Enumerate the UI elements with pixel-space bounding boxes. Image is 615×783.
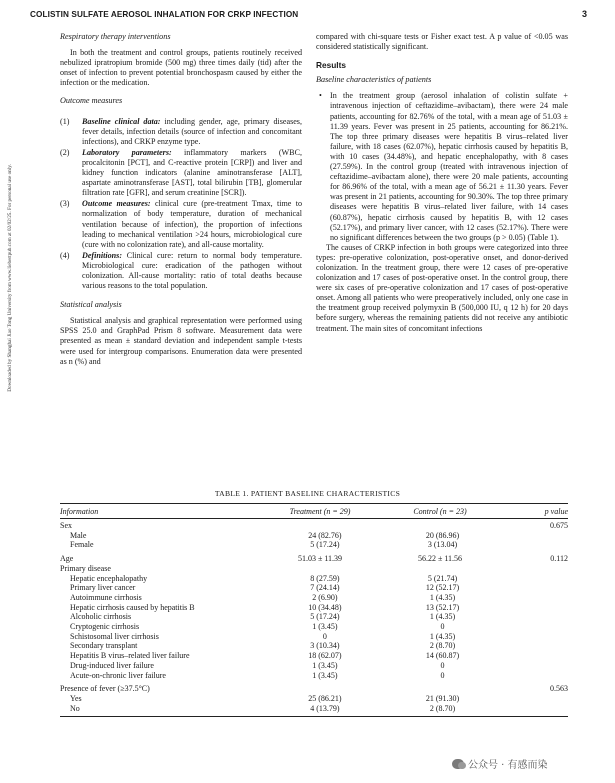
cell-treatment: 2 (6.90) — [312, 592, 338, 602]
table-row — [60, 583, 568, 593]
cell-treatment: 1 (3.45) — [312, 670, 338, 680]
bullet-icon: • — [319, 91, 322, 101]
cell-treatment: 1 (3.45) — [312, 622, 338, 632]
cell-control: 12 (52.17) — [425, 583, 460, 593]
cell-control: 20 (86.96) — [425, 530, 460, 540]
bullet-item — [316, 91, 568, 242]
cell-treatment: 25 (86.21) — [308, 693, 342, 703]
cell-treatment: 8 (27.59) — [310, 573, 340, 583]
results-heading: Results — [316, 60, 346, 71]
cell-control — [380, 521, 500, 531]
cell-control: 1 (4.35) — [429, 592, 456, 602]
cell-label: Schistosomal liver cirrhosis — [70, 631, 159, 641]
table-caption: TABLE 1. PATIENT BASELINE CHARACTERISTICS — [214, 489, 401, 498]
cell-control: 1 (4.35) — [429, 631, 456, 641]
cell-control: 5 (21.74) — [427, 573, 458, 583]
baseline-bullets — [316, 91, 568, 242]
table-header-row — [60, 504, 568, 518]
cell-label: Secondary transplant — [70, 641, 138, 651]
page-number: 3 — [582, 9, 588, 19]
continued-paragraph: compared with chi-square tests or Fisher exact test. A p value of <0.05 was considered statistically significant. — [316, 32, 568, 52]
cell-control: 1 (4.35) — [429, 612, 456, 622]
right-column — [316, 32, 568, 334]
cell-treatment: 3 (10.34) — [310, 641, 340, 651]
table-row — [60, 661, 568, 671]
header-p-value: p value — [544, 506, 568, 516]
measure-item — [60, 251, 302, 291]
cell-p-value — [501, 671, 568, 681]
table-row — [60, 641, 568, 651]
measure-number: (2) — [60, 147, 70, 157]
table-bottom-rule — [60, 716, 568, 717]
cell-control: 0 — [440, 670, 445, 680]
wechat-icon — [452, 759, 464, 769]
measure-text: clinical cure (pre-treatment Tmax, time to normalization of body temperature, duration of mechanical ventilation because of infection), the proportion of infections leading to mechanical ventilation >24 hours, microbiological cure (cure with no colonization rate), and all-cause mortality. — [82, 199, 302, 249]
measure-item — [60, 148, 302, 198]
cell-label: Acute-on-chronic liver failure — [70, 670, 166, 680]
baseline-table — [60, 503, 568, 717]
cell-label: Hepatic encephalopathy — [70, 573, 148, 583]
cell-p-value — [501, 574, 568, 584]
cell-treatment — [260, 564, 380, 574]
cell-control — [380, 564, 500, 574]
measure-text: inflammatory markers (WBC, procalcitonin [PCT], and C-reactive protein [CRP]) and liver and kidney function indicators (alanine aminotransferase [ALT], aspartate aminotransferase [AST], total bilirubin [TB], glomerular filtration rate [GFR], and serum creatinine [SCR]). — [82, 147, 302, 198]
cell-label: Drug-induced liver failure — [70, 660, 154, 670]
table-row — [60, 622, 568, 632]
cell-p-value — [501, 622, 568, 632]
cell-label: Cryptogenic cirrhosis — [70, 622, 140, 632]
table-row — [60, 564, 568, 574]
stat-heading: Statistical analysis — [60, 300, 122, 310]
measure-item — [60, 199, 302, 249]
cell-control: 14 (60.87) — [425, 651, 460, 661]
table-row — [60, 651, 568, 661]
table-row — [60, 574, 568, 584]
stat-paragraph: Statistical analysis and graphical representation were performed using SPSS 25.0 and GraphPad Prism 8 software. Measurement data were presented as mean ± standard deviation and independent sample t-tests were used for intergroup comparisons. Enumeration data were presented as n (%) and — [60, 316, 302, 366]
cell-treatment: 5 (17.24) — [310, 612, 340, 622]
cell-label: Male — [70, 530, 87, 540]
cell-control: 56.22 ± 11.56 — [417, 554, 463, 564]
table-row — [60, 694, 568, 704]
header-treatment: Treatment (n = 29) — [289, 506, 351, 516]
cell-label: Hepatitis B virus–related liver failure — [70, 651, 190, 661]
table-row — [60, 704, 568, 714]
cell-p-value — [501, 694, 568, 704]
cell-control: 2 (8.70) — [429, 641, 456, 651]
table-row — [60, 593, 568, 603]
resp-paragraph: In both the treatment and control groups, patients routinely received nebulized ipratropium bromide (500 mg) three times daily (tid) after the onset of infection to prevent potential bronchospasm caused by either the infection or the medication. — [60, 48, 302, 88]
cell-label: Presence of fever (≥37.5°C) — [60, 684, 150, 694]
resp-heading: Respiratory therapy interventions — [60, 32, 171, 41]
cell-p-value — [500, 564, 568, 574]
measure-term: Outcome measures: — [82, 199, 151, 209]
measures-list — [60, 117, 302, 292]
table-row — [60, 603, 568, 613]
baseline-heading: Baseline characteristics of patients — [316, 75, 432, 85]
header-information: Information — [60, 506, 99, 516]
cell-label: Autoimmune cirrhosis — [70, 592, 142, 602]
cell-treatment: 24 (82.76) — [308, 530, 342, 540]
cell-label: Primary liver cancer — [70, 583, 136, 593]
cell-label: Primary disease — [60, 563, 111, 573]
cell-control: 21 (91.30) — [425, 693, 460, 703]
cell-control: 0 — [440, 660, 445, 670]
cell-treatment — [260, 684, 380, 694]
cell-label: Yes — [70, 693, 82, 703]
cell-treatment: 0 — [322, 631, 327, 641]
left-column — [60, 32, 302, 367]
cell-treatment — [260, 521, 380, 531]
causes-paragraph: The causes of CRKP infection in both groups were categorized into three types: pre-operative colonization, post-operative onset, and donor-derived colonization. In the treatment group, there were 12 cases of pre-operative colonization and 17 cases of post-operative onset. In the control group, there were six cases of pre-operative colonization and 17 cases of post-operative onset. Among all patients who were preoperatively included, only one case in the treatment group received polymyxin B (500,000 IU, q 12 h) for 20 days before surgery, whereas the remaining patients did not receive any antibiotic treatment. The main sites of concomitant infections — [316, 242, 568, 333]
cell-label: Female — [70, 540, 94, 550]
cell-p-value — [501, 540, 568, 550]
measure-text: Clinical cure: return to normal body temperature. Microbiological cure: eradication of the pathogen without colonization. All-cause mortality: ratio of total deaths because various reasons to the total population. — [82, 250, 302, 291]
cell-treatment: 51.03 ± 11.39 — [297, 554, 343, 564]
cell-p-value — [501, 704, 568, 714]
cell-treatment: 4 (13.79) — [310, 703, 340, 713]
cell-p-value — [501, 603, 568, 613]
cell-control: 13 (52.17) — [425, 602, 460, 612]
cell-control: 0 — [440, 622, 445, 632]
table-row — [60, 540, 568, 550]
bullet-text: In the treatment group (aerosol inhalation of colistin sulfate + intravenous injection of ceftazidime–avibactam), there were 24 male patients, accounting for 82.76% of the total, with a mean age of 51.03 ± 11.39 years. Fever was present in 25 patients, accounting for 86.21%. The top three primary diseases were hepatitis B virus–related liver failure, with 18 cases (62.07%), hepatic cirrhosis caused by hepatitis B, with 10 cases (34.48%), and hepatic encephalopathy, with 8 cases (27.59%). In the control group (treated with intravenous injection of ceftazidime–avibactam alone), there were 20 male patients, accounting for 86.96% of the total, with a mean age of 56.21 ± 11.30 years. Fever was present in 21 patients, accounting for 90.30%. The top three primary diseases were hepatitis B virus–related liver failure, with 14 cases (60.87%), hepatic cirrhosis caused by hepatitis B, with 12 cases (52.17%), and primary liver cancer, with 12 cases (52.17%). There were no significant differences between the two groups (p > 0.05) (Table 1). — [330, 91, 568, 242]
cell-p-value — [501, 651, 568, 661]
running-title: COLISTIN SULFATE AEROSOL INHALATION FOR CRKP INFECTION — [30, 10, 299, 19]
cell-label: Age — [60, 554, 74, 564]
cell-control: 3 (13.04) — [427, 540, 458, 550]
cell-treatment: 18 (62.07) — [308, 651, 342, 661]
table-body — [60, 519, 568, 717]
cell-label: Alcoholic cirrhosis — [70, 612, 132, 622]
download-notice: Downloaded by Shanghai Jiao Tong University from www.liebertpub.com at 02/02/25. For personal use only. — [7, 164, 13, 392]
table-row — [60, 671, 568, 681]
table-row — [60, 531, 568, 541]
cell-p-value — [501, 612, 568, 622]
measure-number: (3) — [60, 199, 70, 209]
measure-term: Definitions: — [82, 250, 123, 260]
measure-term: Baseline clinical data: — [82, 116, 161, 126]
cell-p-value — [501, 661, 568, 671]
table-row — [60, 684, 568, 694]
cell-p-value: 0.112 — [550, 554, 568, 564]
measure-number: (1) — [60, 116, 70, 126]
cell-treatment: 5 (17.24) — [310, 540, 340, 550]
cell-control: 2 (8.70) — [429, 703, 456, 713]
watermark — [452, 756, 548, 771]
cell-p-value: 0.675 — [550, 521, 568, 530]
measure-number: (4) — [60, 250, 70, 260]
measure-text: including gender, age, primary diseases, fever details, infection details (source of infection and concomitant infections), and CRKP enzyme type. — [82, 116, 302, 146]
cell-p-value: 0.563 — [550, 684, 568, 694]
cell-label: Sex — [60, 521, 72, 530]
cell-control — [380, 684, 500, 694]
watermark-text: 公众号 · 有感而染 — [468, 760, 548, 771]
cell-treatment: 1 (3.45) — [312, 660, 338, 670]
cell-p-value — [501, 593, 568, 603]
cell-p-value — [501, 531, 568, 541]
cell-p-value — [501, 641, 568, 651]
table-row — [60, 612, 568, 622]
cell-p-value — [501, 632, 568, 642]
cell-treatment: 10 (34.48) — [308, 602, 342, 612]
table-row — [60, 521, 568, 531]
cell-label: No — [70, 703, 80, 713]
measure-term: Laboratory parameters: — [82, 147, 172, 157]
cell-p-value — [501, 583, 568, 593]
cell-treatment: 7 (24.14) — [310, 583, 340, 593]
table-row — [60, 554, 568, 564]
measure-item — [60, 117, 302, 147]
table-row — [60, 632, 568, 642]
header-control: Control (n = 23) — [413, 506, 467, 516]
outcome-heading: Outcome measures — [60, 96, 123, 106]
cell-label: Hepatic cirrhosis caused by hepatitis B — [70, 602, 195, 612]
